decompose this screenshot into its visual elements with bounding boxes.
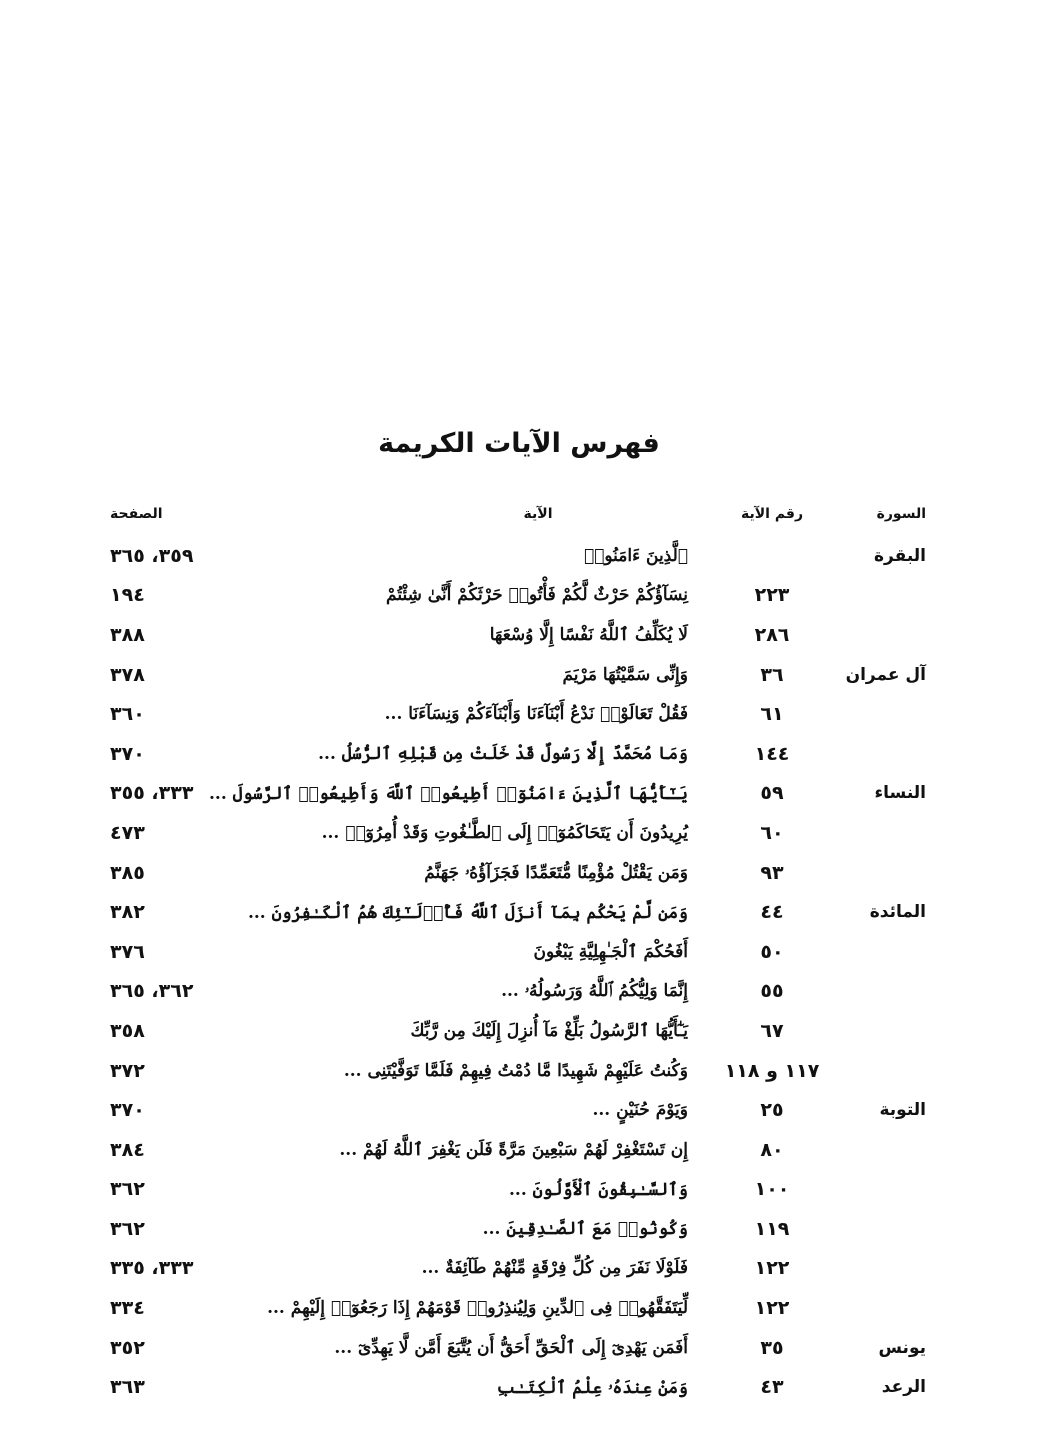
page-reference: ٣٣٤	[110, 1297, 145, 1320]
surah-name	[816, 1288, 926, 1328]
ayah-number: ٢٨٦	[754, 623, 790, 646]
ayah-number: ٤٤	[760, 901, 784, 924]
surah-name	[816, 1011, 926, 1051]
ayah-text: وَكُنتُ عَلَيْهِمْ شَهِيدًا مَّا دُمْتُ فِيهِمْ فَلَمَّا تَوَفَّيْتَنِى ...	[343, 1060, 688, 1081]
table-row	[0, 1011, 1038, 1051]
page-reference: ٣٧٦	[110, 940, 145, 963]
header-surah: السورة	[876, 506, 926, 522]
page-reference: ٣٧٢	[110, 1059, 145, 1082]
surah-name	[816, 615, 926, 655]
header-page: الصفحة	[110, 506, 163, 522]
ayah-text: وَيَوْمَ حُنَيْنٍ ...	[592, 1100, 688, 1121]
page-reference: ٣٦٣	[110, 1376, 145, 1399]
ayah-number: ٤٣	[760, 1376, 784, 1399]
ayah-text: وَمَن لَّمْ يَحْكُم بِمَآ أَنزَلَ ٱللَّهُ فَأُو۟لَـٰٓئِكَ هُمُ ٱلْكَـٰفِرُونَ ...	[247, 902, 688, 923]
ayah-text: نِسَآؤُكُمْ حَرْثٌ لَّكُمْ فَأْتُوا۟ حَرْثَكُمْ أَنَّىٰ شِئْتُمْ	[386, 585, 688, 606]
ayah-number: ٥٥	[760, 980, 784, 1003]
ayah-number: ١٤٤	[754, 742, 790, 765]
ayah-text: يَـٰٓأَيُّهَا ٱلَّذِينَ ءَامَنُوٓا۟ أَطِيعُوا۟ ٱللَّهَ وَأَطِيعُوا۟ ٱلرَّسُولَ ...	[209, 783, 688, 804]
page-reference: ٣٦٢، ٣٦٥	[110, 980, 194, 1003]
table-row	[0, 1209, 1038, 1249]
surah-name	[816, 694, 926, 734]
surah-name: التوبة	[879, 1100, 926, 1121]
ayah-text: فَلَوْلَا نَفَرَ مِن كُلِّ فِرْقَةٍ مِّنْهُمْ طَآئِفَةٌ ...	[421, 1258, 688, 1279]
ayah-number: ١١٧ و ١١٨	[724, 1059, 820, 1082]
ayah-number: ٣٥	[760, 1336, 784, 1359]
table-row	[0, 1328, 1038, 1368]
surah-name: النساء	[874, 783, 926, 804]
ayah-number	[712, 536, 832, 576]
header-ayah-number: رقم الآية	[740, 506, 804, 522]
ayah-number: ٥٩	[760, 782, 784, 805]
ayah-number: ٣٦	[760, 663, 784, 686]
ayah-number: ١٢٢	[754, 1297, 790, 1320]
table-row	[0, 1170, 1038, 1210]
ayah-text: وَإِنِّى سَمَّيْتُهَا مَرْيَمَ	[562, 664, 688, 685]
table-row	[0, 813, 1038, 853]
surah-name: المائدة	[869, 902, 926, 923]
surah-name: البقرة	[874, 545, 926, 566]
ayah-number: ١١٩	[754, 1217, 790, 1240]
surah-name: يونس	[878, 1337, 926, 1358]
ayah-number: ٥٠	[760, 940, 784, 963]
page-reference: ٣٨٥	[110, 861, 145, 884]
surah-name	[816, 1051, 926, 1091]
ayah-text: فَقُلْ تَعَالَوْا۟ نَدْعُ أَبْنَآءَنَا وَأَبْنَآءَكُمْ وَنِسَآءَنَا ...	[384, 704, 688, 725]
surah-name: الرعد	[881, 1377, 926, 1398]
page-reference: ٣٧٠	[110, 1099, 145, 1122]
ayah-number: ٢٢٣	[754, 584, 790, 607]
table-row	[0, 1367, 1038, 1407]
page-reference: ٣٥٨	[110, 1019, 145, 1042]
ayah-text: يُرِيدُونَ أَن يَتَحَاكَمُوٓا۟ إِلَى ٱلطَّـٰغُوتِ وَقَدْ أُمِرُوٓا۟ ...	[321, 822, 688, 843]
page-reference: ٤٧٣	[110, 821, 145, 844]
ayah-text: لَا يُكَلِّفُ ٱللَّهُ نَفْسًا إِلَّا وُسْعَهَا	[489, 625, 688, 646]
ayah-text: وَٱلسَّـٰبِقُونَ ٱلْأَوَّلُونَ ...	[508, 1179, 688, 1200]
ayah-text: أَفَحُكْمَ ٱلْجَـٰهِلِيَّةِ يَبْغُونَ	[533, 942, 688, 963]
ayah-text: لِّيَتَفَقَّهُوا۟ فِى ٱلدِّينِ وَلِيُنذِرُوا۟ قَوْمَهُمْ إِذَا رَجَعُوٓا۟ إِلَيْهِمْ ...	[267, 1298, 688, 1319]
page-reference: ٣٦٢	[110, 1178, 145, 1201]
table-row	[0, 1130, 1038, 1170]
surah-name	[816, 576, 926, 616]
surah-name	[816, 813, 926, 853]
page-reference: ٣٨٤	[110, 1138, 145, 1161]
table-row	[0, 1249, 1038, 1289]
table-row	[0, 734, 1038, 774]
ayah-text: ٱلَّذِينَ ءَامَنُوا۟	[583, 545, 688, 566]
table-row	[0, 694, 1038, 734]
page-reference: ٣٦٠	[110, 703, 145, 726]
table-row	[0, 1288, 1038, 1328]
table-row	[0, 774, 1038, 814]
ayah-number: ١٠٠	[754, 1178, 790, 1201]
surah-name	[816, 1170, 926, 1210]
surah-name	[816, 1249, 926, 1289]
ayah-number: ٦٧	[760, 1019, 784, 1042]
table-header-row	[0, 492, 1038, 536]
page-reference: ٣٧٠	[110, 742, 145, 765]
ayah-text: وَكُونُوا۟ مَعَ ٱلصَّـٰدِقِينَ ...	[482, 1219, 688, 1240]
page-reference: ٣٧٨	[110, 663, 145, 686]
header-ayah: الآية	[523, 506, 553, 522]
ayah-number: ٨٠	[760, 1138, 784, 1161]
ayah-number: ٢٥	[760, 1099, 784, 1122]
page-reference: ٣٥٢	[110, 1336, 145, 1359]
table-body	[0, 536, 1038, 1407]
page-reference: ٣٦٢	[110, 1217, 145, 1240]
surah-name	[816, 1209, 926, 1249]
table-row	[0, 1090, 1038, 1130]
ayah-text: وَمَن يَقْتُلْ مُؤْمِنًا مُّتَعَمِّدًا فَجَزَآؤُهُۥ جَهَنَّمُ	[424, 862, 688, 883]
index-table	[0, 492, 1038, 1407]
ayah-text: وَمَا مُحَمَّدٌ إِلَّا رَسُولٌ قَدْ خَلَتْ مِن قَبْلِهِ ٱلرُّسُلُ ...	[318, 744, 688, 765]
ayah-number: ١٢٢	[754, 1257, 790, 1280]
surah-name	[816, 853, 926, 893]
page-reference: ١٩٤	[110, 584, 145, 607]
table-row	[0, 655, 1038, 695]
table-row	[0, 615, 1038, 655]
surah-name	[816, 1130, 926, 1170]
ayah-number: ٦٠	[760, 821, 784, 844]
page-reference: ٣٥٩، ٣٦٥	[110, 544, 194, 567]
ayah-text: يَـٰٓأَيُّهَا ٱلرَّسُولُ بَلِّغْ مَآ أُنزِلَ إِلَيْكَ مِن رَّبِّكَ	[410, 1021, 688, 1042]
ayah-text: أَفَمَن يَهْدِىٓ إِلَى ٱلْحَقِّ أَحَقُّ أَن يُتَّبَعَ أَمَّن لَّا يَهِدِّىٓ ...	[334, 1338, 688, 1359]
table-row	[0, 972, 1038, 1012]
page-reference: ٣٨٢	[110, 901, 145, 924]
table-row	[0, 932, 1038, 972]
table-row	[0, 892, 1038, 932]
page-reference: ٣٣٣، ٣٣٥	[110, 1257, 194, 1280]
surah-name	[816, 932, 926, 972]
ayah-text: إِنَّمَا وَلِيُّكُمُ ٱللَّهُ وَرَسُولُهُۥ ...	[501, 981, 688, 1002]
ayah-number: ٦١	[760, 703, 784, 726]
ayah-number: ٩٣	[760, 861, 784, 884]
surah-name	[816, 972, 926, 1012]
table-row	[0, 536, 1038, 576]
table-row	[0, 576, 1038, 616]
ayah-text: وَمَنْ عِندَهُۥ عِلْمُ ٱلْكِتَـٰبِ	[496, 1377, 688, 1398]
page-reference: ٣٣٣، ٣٥٥	[110, 782, 194, 805]
page-title: فهرس الآيات الكريمة	[378, 428, 660, 459]
page-reference: ٣٨٨	[110, 623, 145, 646]
table-row	[0, 1051, 1038, 1091]
surah-name: آل عمران	[845, 664, 926, 685]
table-row	[0, 853, 1038, 893]
surah-name	[816, 734, 926, 774]
ayah-text: إِن تَسْتَغْفِرْ لَهُمْ سَبْعِينَ مَرَّةً فَلَن يَغْفِرَ ٱللَّهُ لَهُمْ ...	[339, 1140, 688, 1161]
